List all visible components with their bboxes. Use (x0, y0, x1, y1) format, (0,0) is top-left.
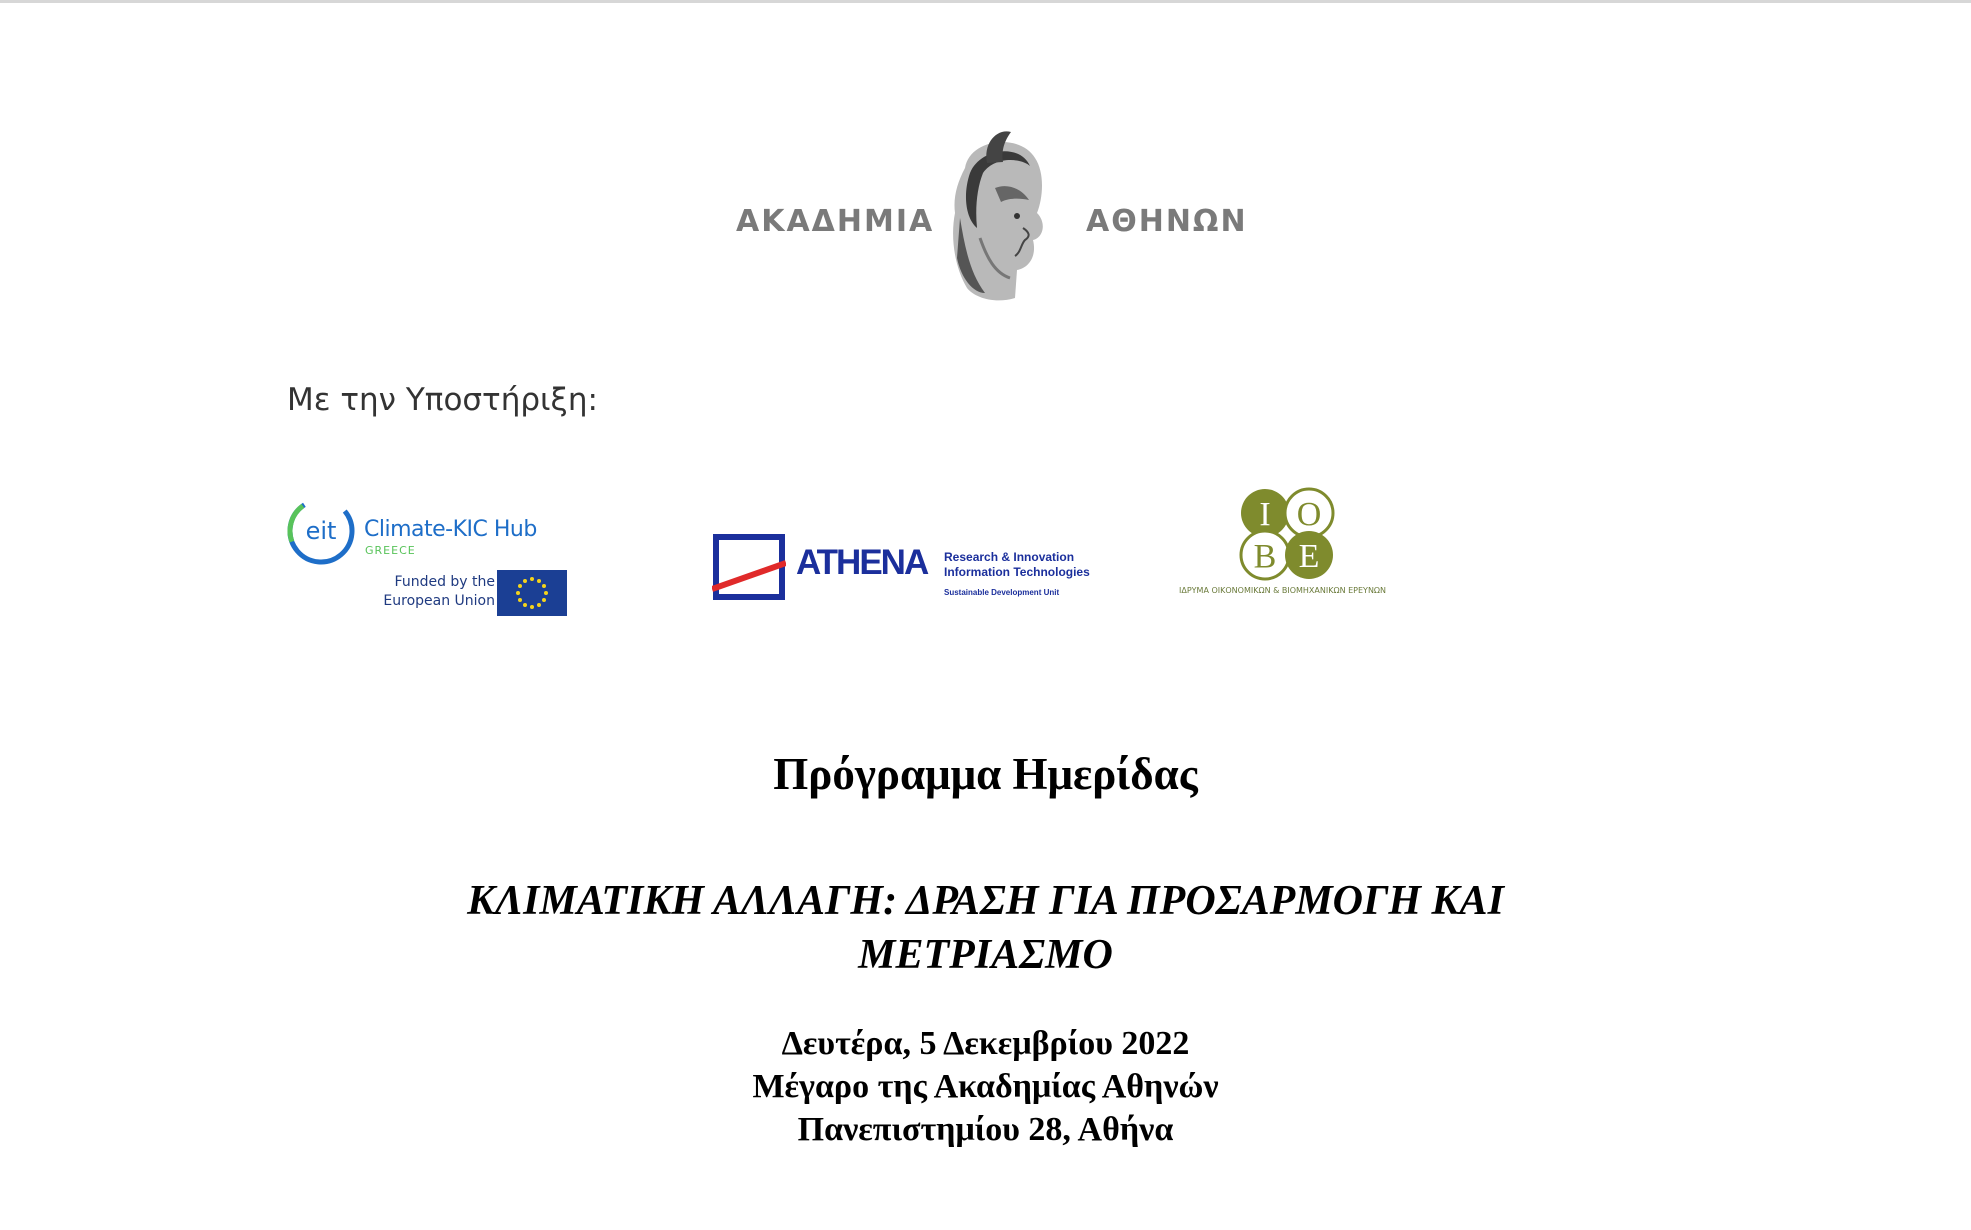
climate-kic-subtitle: GREECE (365, 544, 416, 557)
funded-line-1: Funded by the (394, 574, 495, 590)
athena-research-logo (712, 533, 1092, 608)
top-border (0, 0, 1971, 3)
athena-name: ATHENA (796, 543, 928, 582)
athena-head-icon (925, 128, 1065, 318)
athena-subtitle (944, 550, 1090, 580)
event-title (0, 874, 1971, 982)
athena-sub-line-1: Research & Innovation (944, 550, 1075, 564)
program-title: Πρόγραμμα Ημερίδας (773, 749, 1198, 799)
iobe-letter-1: Ι (1259, 496, 1271, 533)
iobe-logo (1175, 485, 1415, 600)
academy-logo-right-text: ΑΘΗΝΩΝ (1086, 204, 1248, 239)
iobe-letter-3: Β (1253, 538, 1277, 575)
climate-kic-logo (285, 495, 575, 620)
event-title-line-2: ΜΕΤΡΙΑΣΜΟ (858, 932, 1113, 978)
event-date: Δευτέρα, 5 Δεκεμβρίου 2022 (781, 1025, 1190, 1062)
academy-logo-left-text: ΑΚΑΔΗΜΙΑ (736, 204, 935, 239)
athena-mark-icon (712, 533, 786, 601)
iobe-letter-4: Ε (1298, 538, 1320, 575)
event-address: Πανεπιστημίου 28, Αθήνα (797, 1111, 1174, 1148)
academy-of-athens-logo (730, 128, 1248, 338)
funded-by-eu-text (355, 573, 495, 611)
event-title-line-1: ΚΛΙΜΑΤΙΚΗ ΑΛΛΑΓΗ: ΔΡΑΣΗ ΓΙΑ ΠΡΟΣΑΡΜΟΓΗ ΚΑΙ (467, 878, 1504, 924)
athena-unit: Sustainable Development Unit (944, 588, 1060, 597)
event-venue: Μέγαρο της Ακαδημίας Αθηνών (752, 1068, 1219, 1105)
eit-text: eit (305, 517, 337, 545)
support-label: Με την Υποστήριξη: (287, 382, 598, 418)
iobe-letter-2: Ο (1296, 496, 1322, 533)
funded-line-2: European Union (383, 593, 495, 609)
iobe-circles-icon (1235, 485, 1339, 583)
eu-flag-icon (497, 570, 567, 616)
climate-kic-title: Climate-KIC Hub (364, 517, 537, 542)
iobe-caption: ΙΔΡΥΜΑ ΟΙΚΟΝΟΜΙΚΩΝ & ΒΙΟΜΗΧΑΝΙΚΩΝ ΕΡΕΥΝΩΝ (1179, 586, 1387, 595)
athena-sub-line-2: Information Technologies (944, 565, 1090, 579)
event-details (0, 1022, 1971, 1151)
eit-circle-icon (285, 495, 357, 567)
